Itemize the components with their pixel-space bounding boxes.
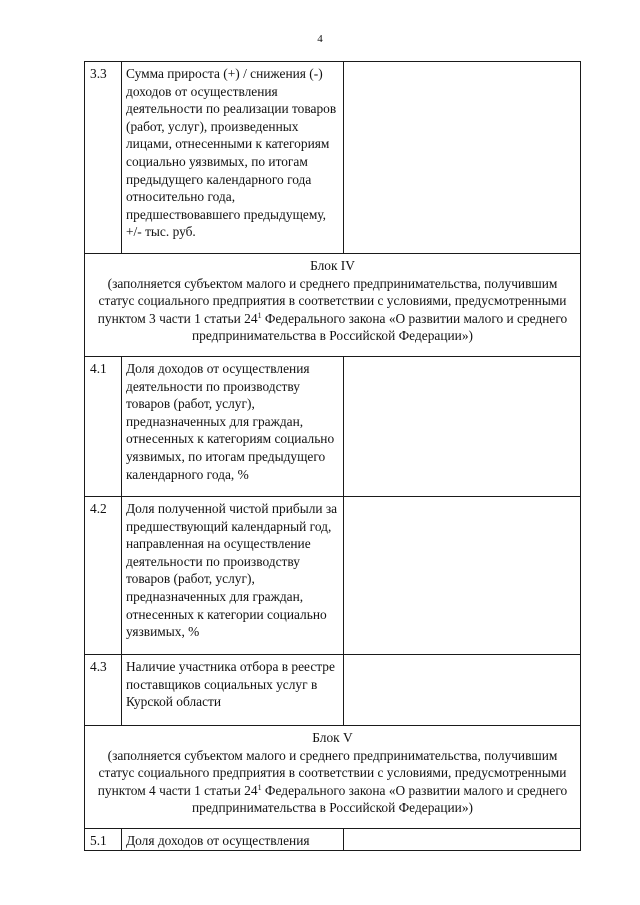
block-description	[91, 275, 574, 345]
row-value-field[interactable]	[344, 357, 581, 497]
table-row-3-3	[85, 62, 581, 254]
row-value-field[interactable]	[344, 497, 581, 655]
row-number: 4.3	[85, 655, 122, 726]
page-number: 4	[317, 33, 323, 45]
table-row-5-1	[85, 829, 581, 851]
superscript: 1	[257, 782, 262, 792]
table-row-4-3	[85, 655, 581, 726]
table-row-4-1	[85, 357, 581, 497]
block-description-text-end: Федерального закона «О развитии малого и среднего предпринимательства в Российской Федерации»)	[192, 310, 568, 344]
row-label: Доля полученной чистой прибыли за предшествующий календарный год, направленная на осуществление деятельности по производству товаров (работ, услуг), предназначенных для граждан, отнесенных к категории социально уязвимых, %	[122, 497, 344, 655]
block-description-text: (заполняется субъектом малого и среднего предпринимательства, получившим статус социального предприятия в соответствии с условиями, предусмотренными пунктом 3 части 1 статьи 24	[97, 275, 567, 326]
row-number: 3.3	[85, 62, 122, 254]
block-title: Блок V	[312, 730, 353, 745]
row-value-field[interactable]	[344, 62, 581, 254]
row-label: Доля доходов от осуществления	[122, 829, 344, 851]
superscript: 1	[257, 310, 262, 320]
table-row-4-2	[85, 497, 581, 655]
block-header	[85, 254, 581, 357]
criteria-table	[84, 61, 581, 851]
row-number: 5.1	[85, 829, 122, 851]
block-title: Блок IV	[310, 258, 355, 273]
block-header	[85, 726, 581, 829]
block-description	[91, 747, 574, 817]
block-header-row-5	[85, 726, 581, 829]
row-label: Наличие участника отбора в реестре поставщиков социальных услуг в Курской области	[122, 655, 344, 726]
row-value-field[interactable]	[344, 655, 581, 726]
row-label: Сумма прироста (+) / снижения (-) доходов от осуществления деятельности по реализации товаров (работ, услуг), произведенных лицами, отнесенными к категориям социально уязвимых, по итогам предыдущего календарного года относительно года, предшествовавшего предыдущему, +/- тыс. руб.	[122, 62, 344, 254]
row-number: 4.2	[85, 497, 122, 655]
row-value-field[interactable]	[344, 829, 581, 851]
block-description-text: (заполняется субъектом малого и среднего предпринимательства, получившим статус социального предприятия в соответствии с условиями, предусмотренными пунктом 4 части 1 статьи 24	[97, 747, 567, 798]
row-number: 4.1	[85, 357, 122, 497]
row-label: Доля доходов от осуществления деятельности по производству товаров (работ, услуг), предназначенных для граждан, отнесенных к категориям социально уязвимых, по итогам предыдущего календарного года, %	[122, 357, 344, 497]
block-header-row-4	[85, 254, 581, 357]
block-description-text-end: Федерального закона «О развитии малого и среднего предпринимательства в Российской Федерации»)	[192, 782, 568, 816]
